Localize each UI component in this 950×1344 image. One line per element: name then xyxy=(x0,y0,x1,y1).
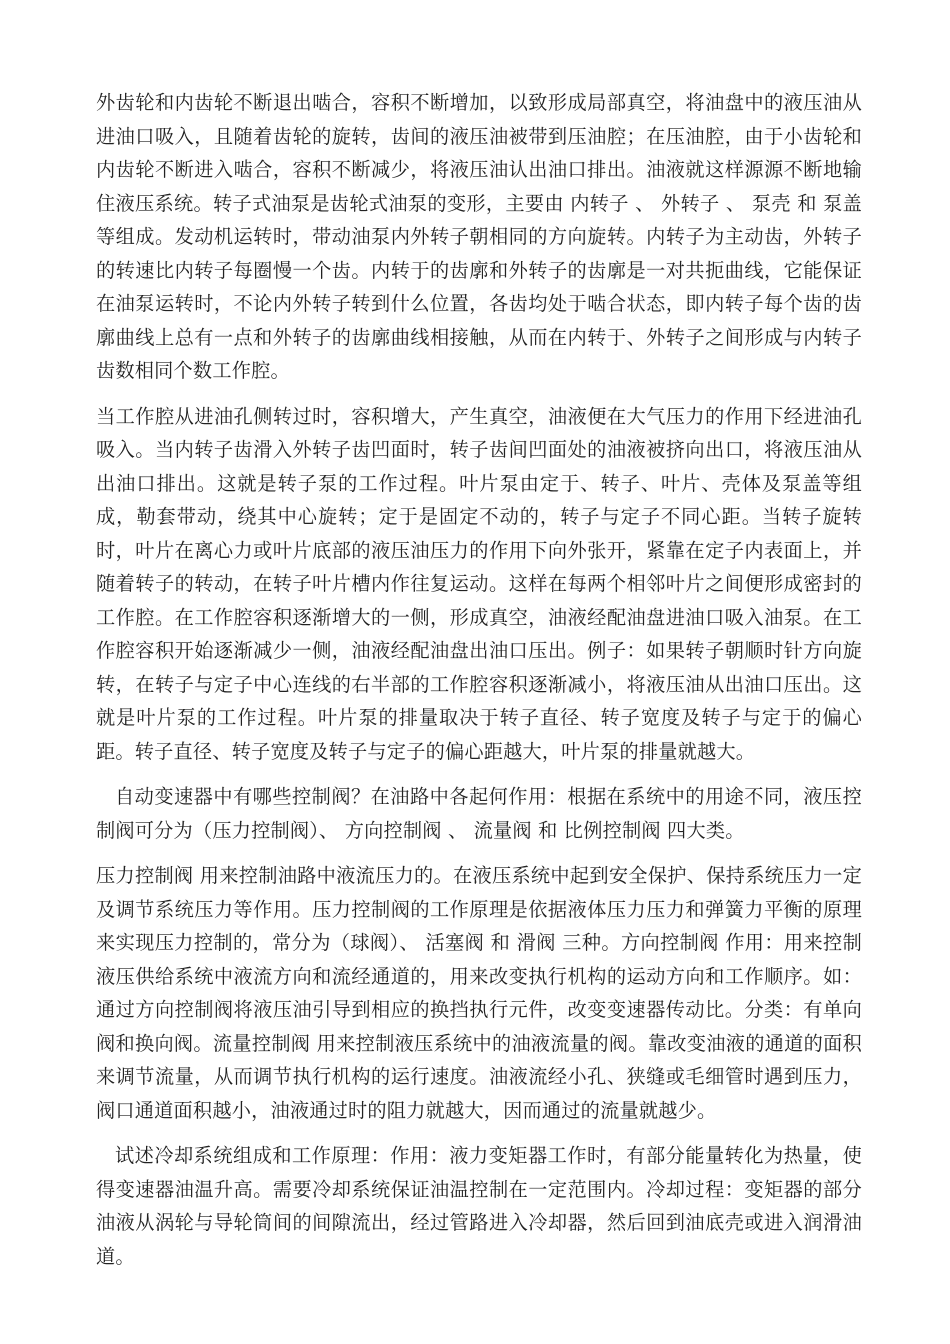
paragraph-rotor-vane-pump-process: 当工作腔从进油孔侧转过时，容积增大，产生真空，油液便在大气压力的作用下经进油孔吸入。当内转子齿滑入外转子齿凹面时，转子齿间凹面处的油液被挤向出口，将液压油从出油口排出。这就是转子泵的工作过程。叶片泵由定于、转子、叶片、壳体及泵盖等组成，勒套带动，绕其中心旋转；定于是固定不动的，转子与定子不同心距。当转子旋转时，叶片在离心力或叶片底部的液压油压力的作用下向外张开，紧靠在定子内表面上，并随着转子的转动，在转子叶片槽内作往复运动。这样在每两个相邻叶片之间便形成密封的工作腔。在工作腔容积逐渐增大的一侧，形成真空，油液经配油盘进油口吸入油泵。在工作腔容积开始逐渐减少一侧，油液经配油盘出油口压出。例子：如果转子朝顺时针方向旋转，在转子与定子中心连线的右半部的工作腔容积逐渐减小，将液压油从出油口压出。这就是叶片泵的工作过程。叶片泵的排量取决于转子直径、转子宽度及转子与定于的偏心距。转子直径、转子宽度及转子与定子的偏心距越大，叶片泵的排量就越大。 xyxy=(96,404,862,763)
paragraph-control-valve-types: 自动变速器中有哪些控制阀？在油路中各起何作用：根据在系统中的用途不同，液压控制阀可分为（压力控制阀）、 方向控制阀 、 流量阀 和 比例控制阀 四大类。 xyxy=(96,785,862,842)
document-page xyxy=(96,86,862,1285)
paragraph-gear-pump-rotor-pump: 外齿轮和内齿轮不断退出啮合，容积不断增加，以致形成局部真空，将油盘中的液压油从进油口吸入，且随着齿轮的旋转，齿间的液压油被带到压油腔；在压油腔，由于小齿轮和内齿轮不断进入啮合，容积不断减少，将液压油认出油口排出。油液就这样源源不断地输住液压系统。转子式油泵是齿轮式油泵的变形，主要由 内转子 、 外转子 、 泵壳 和 泵盖 等组成。发动机运转时，带动油泵内外转子朝相同的方向旋转。内转子为主动齿，外转子的转速比内转子每圈慢一个齿。内转于的齿廓和外转子的齿廓是一对共扼曲线，它能保证在油泵运转时，不论内外转子转到什么位置，各齿均处于啮合状态，即内转子每个齿的齿廓曲线上总有一点和外转子的齿廓曲线相接触，从而在内转于、外转子之间形成与内转子齿数相同个数工作腔。 xyxy=(96,91,862,382)
paragraph-control-valve-functions: 压力控制阀 用来控制油路中液流压力的。在液压系统中起到安全保护、保持系统压力一定及调节系统压力等作用。压力控制阀的工作原理是依据液体压力压力和弹簧力平衡的原理来实现压力控制的，常分为（球阀）、 活塞阀 和 滑阀 三种。方向控制阀 作用：用来控制液压供给系统中液流方向和流经通道的，用来改变执行机构的运动方向和工作顺序。如：通过方向控制阀将液压油引导到相应的换挡执行元件，改变变速器传动比。分类：有单向阀和换向阀。流量控制阀 用来控制液压系统中的油液流量的阀。靠改变油液的通道的面积来调节流量，从而调节执行机构的运行速度。油液流经小孔、狭缝或毛细管时遇到压力，阀口通道面积越小，油液通过时的阻力就越大，因而通过的流量就越少。 xyxy=(96,864,862,1122)
paragraph-cooling-system: 试述冷却系统组成和工作原理：作用：液力变矩器工作时，有部分能量转化为热量，使得变速器油温升高。需要冷却系统保证油温控制在一定范围内。冷却过程：变矩器的部分油液从涡轮与导轮筒间的间隙流出，经过管路进入冷却器，然后回到油底壳或进入润滑油道。 xyxy=(96,1144,862,1268)
